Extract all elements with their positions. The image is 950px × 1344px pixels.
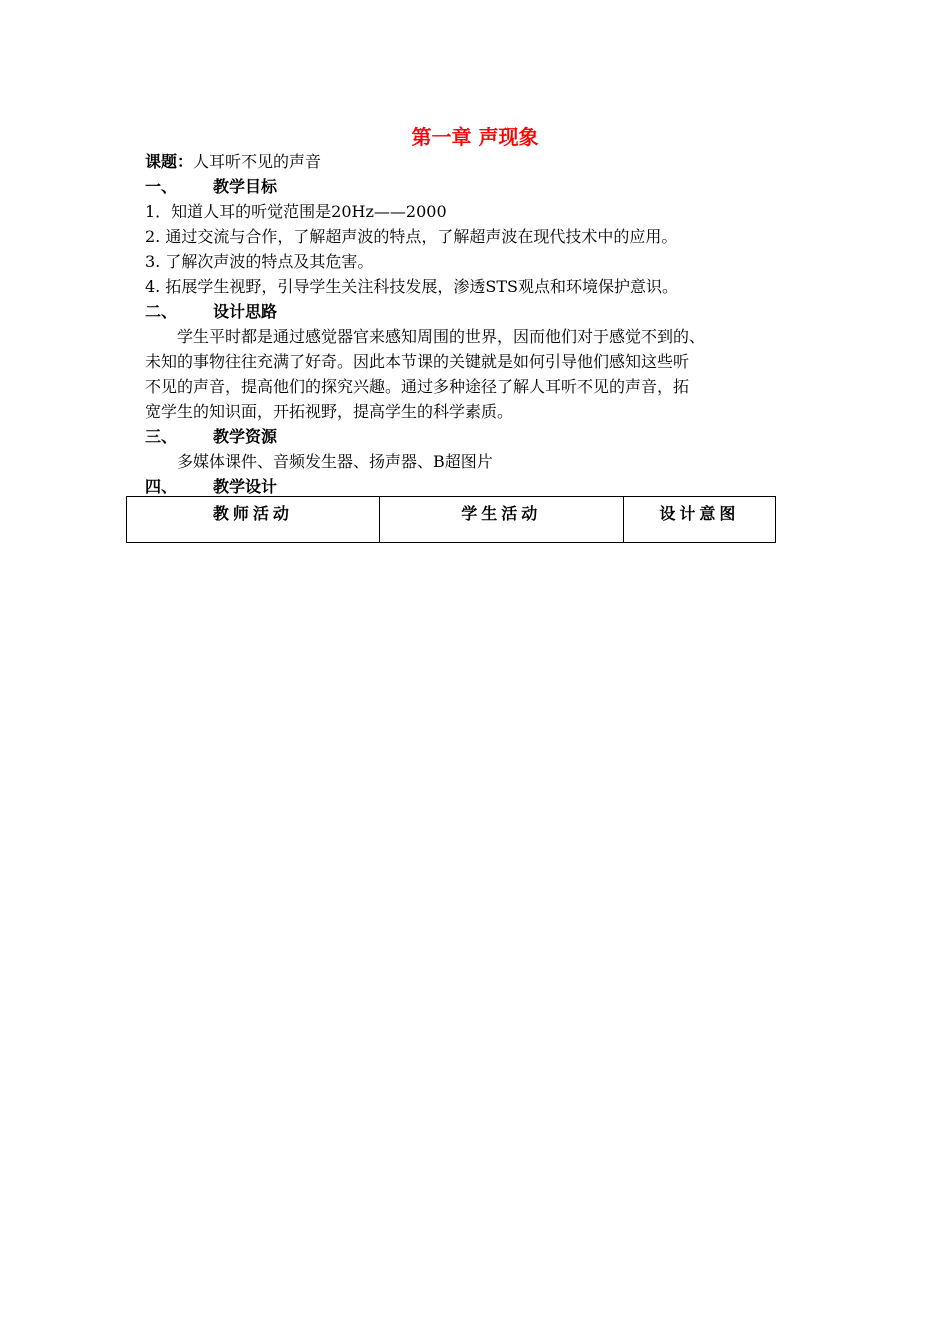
section-heading-objectives [145,174,805,199]
objective-item: 3. 了解次声波的特点及其危害。 [145,252,374,271]
document-body [145,149,805,499]
table-header-intent: 设计意图 [623,497,775,543]
objective-item: 1．知道人耳的听觉范围是20Hz——2000 [145,202,447,221]
page-title: 第一章 声现象 [411,125,539,149]
table-header-row [127,497,776,543]
section-title: 设计思路 [213,302,278,321]
design-idea-line: 不见的声音，提高他们的探究兴趣。通过多种途径了解人耳听不见的声音，拓 [145,377,690,396]
section-title: 教学资源 [213,427,278,446]
section-title: 教学目标 [213,177,278,196]
section-number: 三、 [145,427,178,446]
topic-line [145,149,805,174]
topic-value: 人耳听不见的声音 [193,152,322,171]
design-idea-line: 宽学生的知识面，开拓视野，提高学生的科学素质。 [145,402,514,421]
objective-item: 4. 拓展学生视野，引导学生关注科技发展，渗透STS观点和环境保护意识。 [145,277,678,296]
topic-label: 课题： [145,152,194,171]
design-idea-line: 未知的事物往往充满了好奇。因此本节课的关键就是如何引导他们感知这些听 [145,352,690,371]
table-header-teacher: 教师活动 [127,497,380,543]
design-idea-line: 学生平时都是通过感觉器官来感知周围的世界，因而他们对于感觉不到的、 [177,327,706,346]
section-title: 教学设计 [213,477,278,496]
section-number: 一、 [145,177,178,196]
section-number: 四、 [145,477,178,496]
table-header-student: 学生活动 [379,497,623,543]
objective-item: 2. 通过交流与合作，了解超声波的特点，了解超声波在现代技术中的应用。 [145,227,678,246]
section-heading-design-idea [145,299,805,324]
resources-text: 多媒体课件、音频发生器、扬声器、B超图片 [177,452,493,471]
section-number: 二、 [145,302,178,321]
section-heading-resources [145,424,805,449]
teaching-design-table [126,496,776,543]
